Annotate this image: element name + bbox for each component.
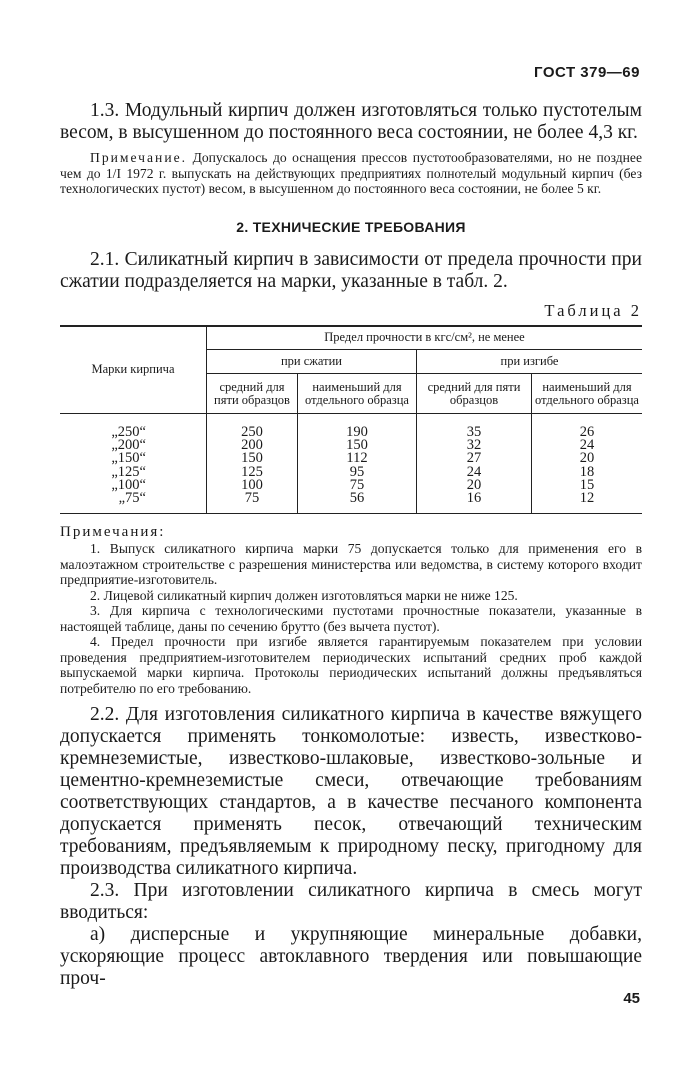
grade-cell: „150“ — [111, 450, 146, 467]
value-cell: 150 — [241, 450, 263, 467]
paragraph-2-1: 2.1. Силикатный кирпич в зависимости от предела прочности при сжатии подразделяется на марки, указанные в табл. 2. — [60, 248, 642, 292]
note-1-text: Допускалось до оснащения прессов пустотообразователями, но не позднее чем до 1/I 1972 г. выпускать на действующих предприятиях полнотелый модульный кирпич (без технологических пустот) весом, в высушенном до постоянного веса состоянии, не более 5 кг. — [60, 150, 642, 196]
value-cell: 75 — [349, 476, 365, 493]
grade-cell: „200“ — [111, 437, 146, 454]
value-cell: 190 — [346, 424, 368, 440]
section-2-title: 2. ТЕХНИЧЕСКИЕ ТРЕБОВАНИЯ — [236, 218, 466, 235]
comp-avg-column — [207, 414, 298, 514]
value-cell: 18 — [579, 463, 595, 480]
value-cell: 75 — [244, 490, 260, 507]
value-cell: 20 — [579, 450, 595, 467]
grade-cell: „250“ — [111, 424, 146, 440]
bend-avg-column — [417, 414, 532, 514]
value-cell: 15 — [579, 476, 595, 493]
page-number: 45 — [623, 990, 640, 1007]
grade-column — [60, 414, 207, 514]
strength-table — [60, 325, 642, 515]
value-cell: 24 — [579, 437, 595, 454]
value-cell: 12 — [579, 490, 595, 507]
bend-min-column — [532, 414, 643, 514]
note-item-3: 3. Для кирпича с технологическими пустотами прочностные показатели, указанные в настоящей таблице, даны по сечению брутто (без вычета пустот). — [60, 603, 642, 634]
sub-header-avg: средний для пяти образцов — [207, 374, 298, 414]
comp-min-column — [298, 414, 417, 514]
value-cell: 56 — [349, 490, 365, 507]
note-item-1: 1. Выпуск силикатного кирпича марки 75 допускается только для применения его в малоэтажном строительстве с разрешения министерства или ведомства, в систему которого входит предприятие-изготовитель. — [60, 541, 642, 588]
note-item-4: 4. Предел прочности при изгибе является гарантируемым показателем при условии проведения предприятием-изготовителем периодических испытаний средних проб каждой выпускаемой марки кирпича. Протоколы периодических испытаний должны предъявляться потребителю по его требованию. — [60, 634, 642, 696]
value-cell: 125 — [241, 463, 263, 480]
value-cell: 150 — [346, 437, 368, 454]
value-cell: 16 — [466, 490, 482, 507]
grade-cell: „75“ — [118, 490, 146, 507]
doc-code: ГОСТ 379—69 — [534, 64, 640, 81]
value-cell: 27 — [466, 450, 482, 467]
group-header-compression: при сжатии — [207, 350, 417, 374]
note-1-label: Примечание. — [90, 150, 188, 165]
notes-title: Примечания: — [60, 524, 166, 541]
value-cell: 26 — [579, 424, 595, 440]
page-content — [60, 100, 642, 990]
paragraph-2-3-a: а) дисперсные и укрупняющие минеральные добавки, ускоряющие процесс автоклавного твердения или повышающие проч- — [60, 924, 642, 990]
sub-header-avg: средний для пяти образцов — [417, 374, 532, 414]
grade-cell: „125“ — [111, 463, 146, 480]
value-cell: 112 — [346, 450, 368, 467]
value-cell: 95 — [349, 463, 365, 480]
paragraph-1-3: 1.3. Модульный кирпич должен изготовляться только пустотелым весом, в высушенном до постоянного веса состоянии, не более 4,3 кг. — [60, 100, 642, 143]
value-cell: 35 — [466, 424, 482, 440]
sub-header-min: наименьший для отдельного образца — [532, 374, 643, 414]
col-header-strength: Предел прочности в кгс/см², не менее — [207, 326, 643, 350]
value-cell: 200 — [241, 437, 263, 454]
table-label: Таблица 2 — [544, 300, 642, 320]
col-header-grade: Марки кирпича — [60, 326, 207, 414]
value-cell: 20 — [466, 476, 482, 493]
grade-cell: „100“ — [111, 476, 146, 493]
note-item-2: 2. Лицевой силикатный кирпич должен изготовляться марки не ниже 125. — [90, 587, 518, 603]
note-1 — [60, 150, 642, 197]
group-header-bending: при изгибе — [417, 350, 643, 374]
value-cell: 250 — [241, 424, 263, 440]
value-cell: 24 — [466, 463, 482, 480]
paragraph-2-2: 2.2. Для изготовления силикатного кирпича в качестве вяжущего допускается применять тонкомолотые: известь, известково-кремнеземистые, известково-шлаковые, известково-зольные и цементно-кремнеземистые смеси, отвечающие требованиям соответствующих стандартов, а в качестве песчаного компонента допускается применять песок, отвечающий техническим требованиям, предъявляемым к природному песку, пригодному для производства силикатного кирпича. — [60, 704, 642, 880]
value-cell: 32 — [466, 437, 482, 454]
paragraph-2-3: 2.3. При изготовлении силикатного кирпича в смесь могут вводиться: — [60, 880, 642, 924]
value-cell: 100 — [241, 476, 263, 493]
sub-header-min: наименьший для отдельного образца — [298, 374, 417, 414]
